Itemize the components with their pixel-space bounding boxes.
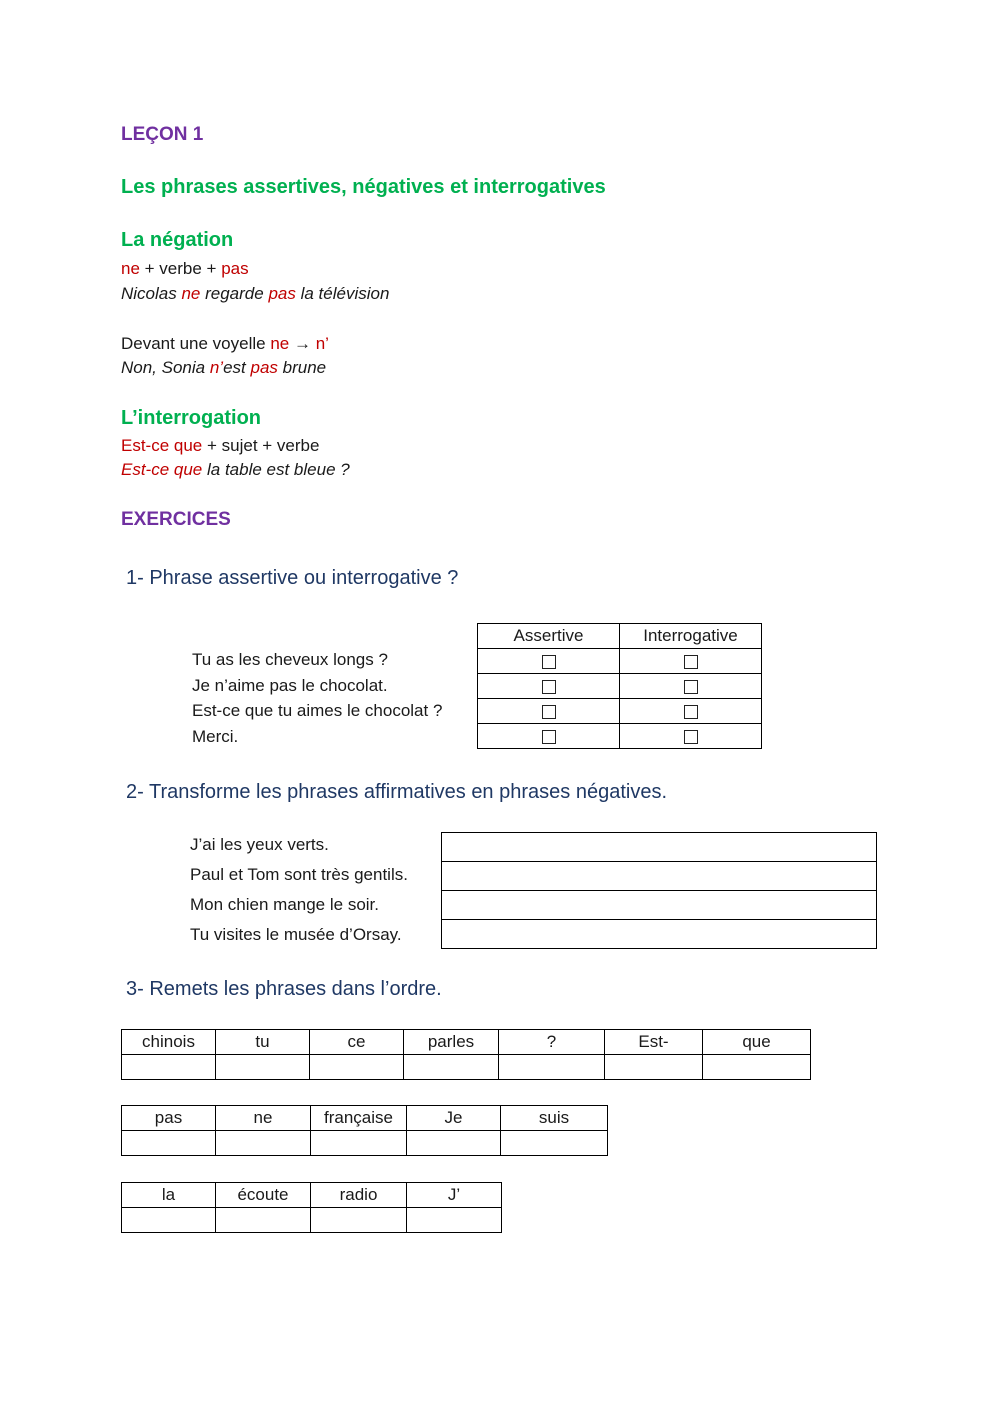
answer-cell[interactable] <box>122 1055 216 1080</box>
lesson-title: LEÇON 1 <box>121 124 204 145</box>
word-cell: pas <box>122 1106 216 1131</box>
ex3-table-3 <box>121 1182 502 1233</box>
table-cell <box>478 649 620 674</box>
example-rest: la table est bleue ? <box>202 460 350 479</box>
ex1-sentence: Je n’aime pas le chocolat. <box>192 676 388 695</box>
rule-rest: + sujet + verbe <box>202 436 320 455</box>
word-cell: que <box>703 1030 811 1055</box>
ex1-sentence: Est-ce que tu aimes le chocolat ? <box>192 701 443 720</box>
answer-cell[interactable] <box>216 1208 311 1233</box>
answer-field[interactable] <box>442 891 877 920</box>
vowel-rule-n: n’ <box>315 334 329 353</box>
vowel-rule-text: Devant une voyelle <box>121 334 271 353</box>
word-cell: Je <box>407 1106 501 1131</box>
answer-cell[interactable] <box>407 1131 501 1156</box>
rule-est-ce-que: Est-ce que <box>121 436 203 455</box>
word-cell: ? <box>499 1030 605 1055</box>
answer-cell[interactable] <box>311 1208 407 1233</box>
exercises-title: EXERCICES <box>121 509 231 530</box>
answer-cell[interactable] <box>404 1055 499 1080</box>
table-cell <box>620 724 762 749</box>
vowel-example-text: Non, Sonia <box>121 358 210 377</box>
col-assertive: Assertive <box>478 624 620 649</box>
answer-cell[interactable] <box>499 1055 605 1080</box>
checkbox[interactable] <box>542 705 556 719</box>
ex2-sentence: J’ai les yeux verts. <box>190 835 329 854</box>
example-text: la télévision <box>295 284 390 303</box>
rule-pas: pas <box>221 259 249 278</box>
example-pas: pas <box>268 284 296 303</box>
word-cell: chinois <box>122 1030 216 1055</box>
negation-heading: La négation <box>121 229 234 251</box>
word-cell: écoute <box>216 1183 311 1208</box>
word-cell: suis <box>501 1106 608 1131</box>
interrogation-rule <box>121 436 319 456</box>
main-title: Les phrases assertives, négatives et interrogatives <box>121 176 606 198</box>
table-cell <box>620 649 762 674</box>
vowel-example <box>121 358 326 378</box>
ex2-answer-table <box>441 832 877 949</box>
checkbox[interactable] <box>684 705 698 719</box>
example-text: Nicolas <box>121 284 182 303</box>
ex3-table-1 <box>121 1029 811 1080</box>
negation-example <box>121 284 389 304</box>
ex1-title: 1- Phrase assertive ou interrogative ? <box>126 567 459 589</box>
ex1-table <box>477 623 762 749</box>
ex2-title: 2- Transforme les phrases affirmatives en phrases négatives. <box>126 781 667 803</box>
answer-field[interactable] <box>442 833 877 862</box>
word-cell: parles <box>404 1030 499 1055</box>
interrogation-heading: L’interrogation <box>121 407 261 429</box>
interrogation-example <box>121 460 350 480</box>
word-cell: ne <box>216 1106 311 1131</box>
table-cell <box>478 724 620 749</box>
vowel-example-pas: pas <box>250 358 278 377</box>
table-cell <box>620 674 762 699</box>
answer-cell[interactable] <box>605 1055 703 1080</box>
negation-rule <box>121 259 249 279</box>
answer-cell[interactable] <box>122 1131 216 1156</box>
vowel-rule-ne: ne <box>270 334 290 353</box>
answer-cell[interactable] <box>311 1131 407 1156</box>
word-cell: J’ <box>407 1183 502 1208</box>
rule-verbe: + verbe + <box>139 259 222 278</box>
arrow-icon: → <box>293 334 311 353</box>
ex3-table-2 <box>121 1105 608 1156</box>
col-interrogative: Interrogative <box>620 624 762 649</box>
answer-cell[interactable] <box>122 1208 216 1233</box>
answer-cell[interactable] <box>407 1208 502 1233</box>
ex2-sentence: Tu visites le musée d’Orsay. <box>190 925 402 944</box>
vowel-example-text: brune <box>277 358 327 377</box>
ex2-sentence: Paul et Tom sont très gentils. <box>190 865 408 884</box>
example-est-ce-que: Est-ce que <box>121 460 203 479</box>
word-cell: Est- <box>605 1030 703 1055</box>
table-cell <box>478 699 620 724</box>
checkbox[interactable] <box>684 730 698 744</box>
answer-cell[interactable] <box>216 1055 310 1080</box>
word-cell: ce <box>310 1030 404 1055</box>
table-cell <box>478 674 620 699</box>
answer-cell[interactable] <box>703 1055 811 1080</box>
answer-field[interactable] <box>442 920 877 949</box>
word-cell: la <box>122 1183 216 1208</box>
checkbox[interactable] <box>542 655 556 669</box>
word-cell: tu <box>216 1030 310 1055</box>
answer-cell[interactable] <box>501 1131 608 1156</box>
vowel-rule <box>121 334 329 354</box>
word-cell: française <box>311 1106 407 1131</box>
checkbox[interactable] <box>684 655 698 669</box>
ex2-sentence: Mon chien mange le soir. <box>190 895 379 914</box>
answer-cell[interactable] <box>310 1055 404 1080</box>
word-cell: radio <box>311 1183 407 1208</box>
checkbox[interactable] <box>684 680 698 694</box>
ex3-title: 3- Remets les phrases dans l’ordre. <box>126 978 442 1000</box>
table-cell <box>620 699 762 724</box>
ex1-sentence: Tu as les cheveux longs ? <box>192 650 388 669</box>
checkbox[interactable] <box>542 730 556 744</box>
vowel-example-n: n’ <box>209 358 224 377</box>
ex1-sentence: Merci. <box>192 727 239 746</box>
answer-cell[interactable] <box>216 1131 311 1156</box>
answer-field[interactable] <box>442 862 877 891</box>
rule-ne: ne <box>121 259 140 278</box>
example-text: regarde <box>200 284 269 303</box>
checkbox[interactable] <box>542 680 556 694</box>
example-ne: ne <box>181 284 201 303</box>
vowel-example-text: est <box>223 358 251 377</box>
